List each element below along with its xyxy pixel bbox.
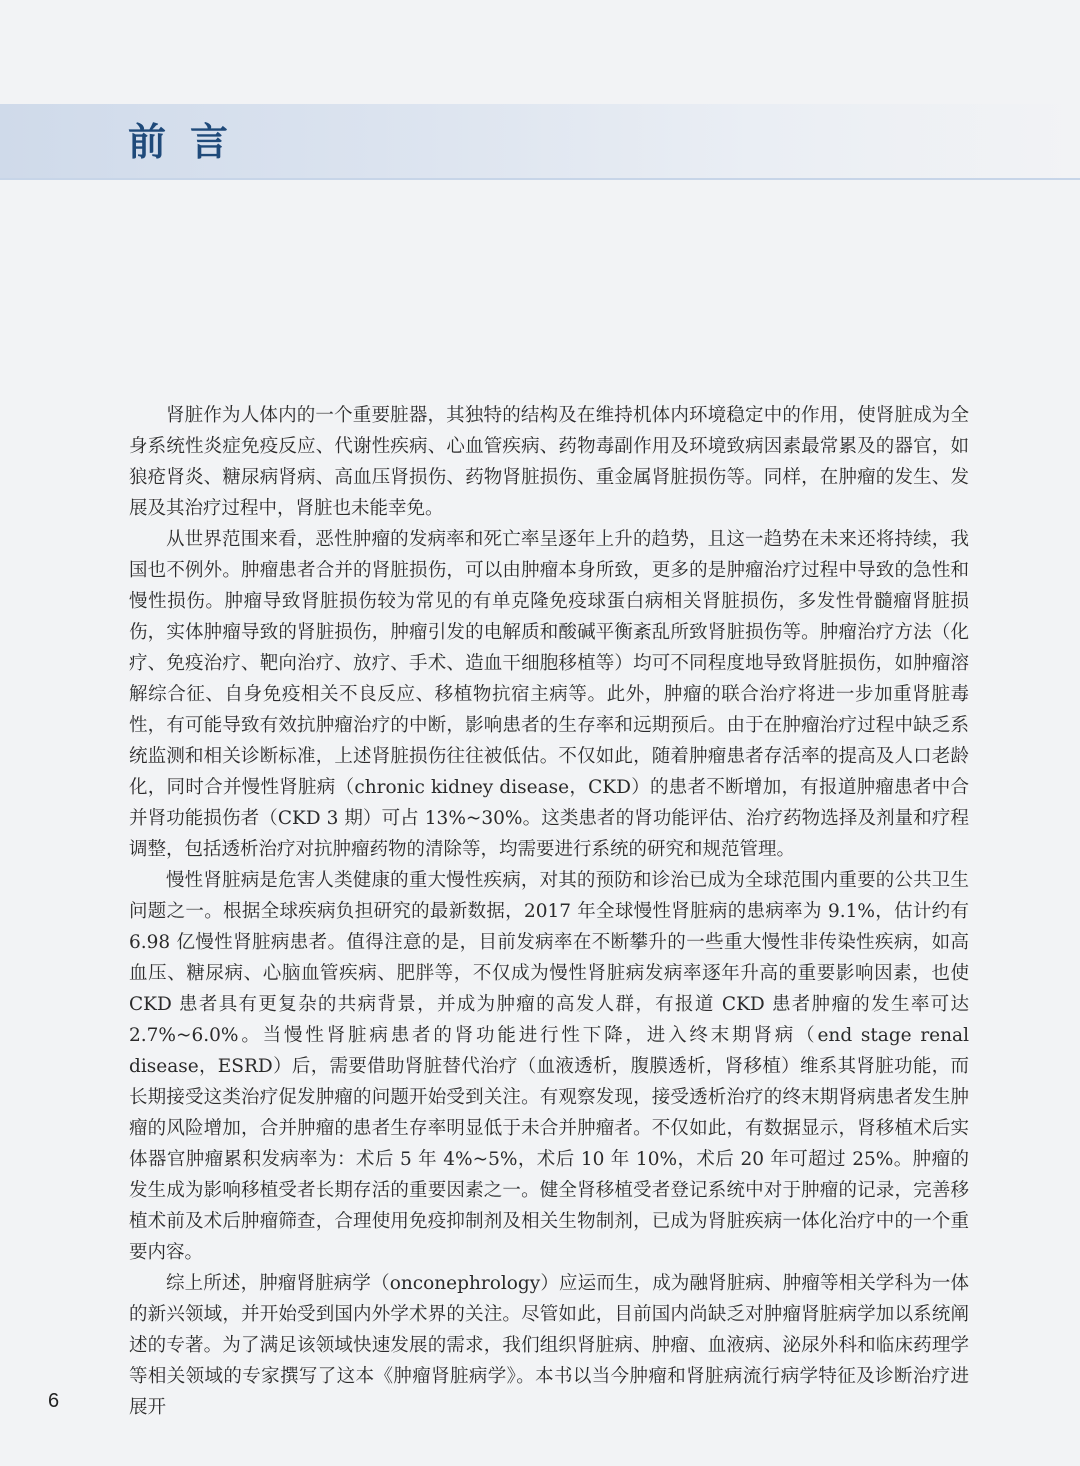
paragraph-4: 综上所述，肿瘤肾脏病学（onconephrology）应运而生，成为融肾脏病、肿瘤等相关学科为一体的新兴领域，并开始受到国内外学术界的关注。尽管如此，目前国内尚缺乏对肿瘤肾脏病学加以系统阐述的专著。为了满足该领域快速发展的需求，我们组织肾脏病、肿瘤、血液病、泌尿外科和临床药理学等相关领域的专家撰写了这本《肿瘤肾脏病学》。本书以当今肿瘤和肾脏病流行病学特征及诊断治疗进展开 xyxy=(129,1273,969,1418)
page-title: 前言 xyxy=(128,120,253,164)
page-number: 6 xyxy=(48,1390,60,1412)
paragraph-3: 慢性肾脏病是危害人类健康的重大慢性疾病，对其的预防和诊治已成为全球范围内重要的公共卫生问题之一。根据全球疾病负担研究的最新数据，2017 年全球慢性肾脏病的患病率为 9.1%，估计约有 6.98 亿慢性肾脏病患者。值得注意的是，目前发病率在不断攀升的一些重大慢性非传染性疾病，如高血压、糖尿病、心脑血管疾病、肥胖等，不仅成为慢性肾脏病发病率逐年升高的重要影响因素，也使 CKD 患者具有更复杂的共病背景，并成为肿瘤的高发人群，有报道 CKD 患者肿瘤的发生率可达 2.7%~6.0%。当慢性肾脏病患者的肾功能进行性下降，进入终末期肾病（end stage renal disease，ESRD）后，需要借助肾脏替代治疗（血液透析，腹膜透析，肾移植）维系其肾脏功能，而长期接受这类治疗促发肿瘤的问题开始受到关注。有观察发现，接受透析治疗的终末期肾病患者发生肿瘤的风险增加，合并肿瘤的患者生存率明显低于未合并肿瘤者。不仅如此，有数据显示，肾移植术后实体器官肿瘤累积发病率为：术后 5 年 4%~5%，术后 10 年 10%，术后 20 年可超过 25%。肿瘤的发生成为影响移植受者长期存活的重要因素之一。健全肾移植受者登记系统中对于肿瘤的记录，完善移植术前及术后肿瘤筛查，合理使用免疫抑制剂及相关生物制剂，已成为肾脏疾病一体化治疗中的一个重要内容。 xyxy=(129,870,969,1263)
title-band xyxy=(0,104,1080,180)
body-text xyxy=(129,400,969,1423)
paragraph-1: 肾脏作为人体内的一个重要脏器，其独特的结构及在维持机体内环境稳定中的作用，使肾脏成为全身系统性炎症免疫反应、代谢性疾病、心血管疾病、药物毒副作用及环境致病因素最常累及的器官，如狼疮肾炎、糖尿病肾病、高血压肾损伤、药物肾脏损伤、重金属肾脏损伤等。同样，在肿瘤的发生、发展及其治疗过程中，肾脏也未能幸免。 xyxy=(129,405,969,519)
paragraph-2: 从世界范围来看，恶性肿瘤的发病率和死亡率呈逐年上升的趋势，且这一趋势在未来还将持续，我国也不例外。肿瘤患者合并的肾脏损伤，可以由肿瘤本身所致，更多的是肿瘤治疗过程中导致的急性和慢性损伤。肿瘤导致肾脏损伤较为常见的有单克隆免疫球蛋白病相关肾脏损伤，多发性骨髓瘤肾脏损伤，实体肿瘤导致的肾脏损伤，肿瘤引发的电解质和酸碱平衡紊乱所致肾脏损伤等。肿瘤治疗方法（化疗、免疫治疗、靶向治疗、放疗、手术、造血干细胞移植等）均可不同程度地导致肾脏损伤，如肿瘤溶解综合征、自身免疫相关不良反应、移植物抗宿主病等。此外，肿瘤的联合治疗将进一步加重肾脏毒性，有可能导致有效抗肿瘤治疗的中断，影响患者的生存率和远期预后。由于在肿瘤治疗过程中缺乏系统监测和相关诊断标准，上述肾脏损伤往往被低估。不仅如此，随着肿瘤患者存活率的提高及人口老龄化，同时合并慢性肾脏病（chronic kidney disease，CKD）的患者不断增加，有报道肿瘤患者中合并肾功能损伤者（CKD 3 期）可占 13%~30%。这类患者的肾功能评估、治疗药物选择及剂量和疗程调整，包括透析治疗对抗肿瘤药物的清除等，均需要进行系统的研究和规范管理。 xyxy=(129,529,969,860)
